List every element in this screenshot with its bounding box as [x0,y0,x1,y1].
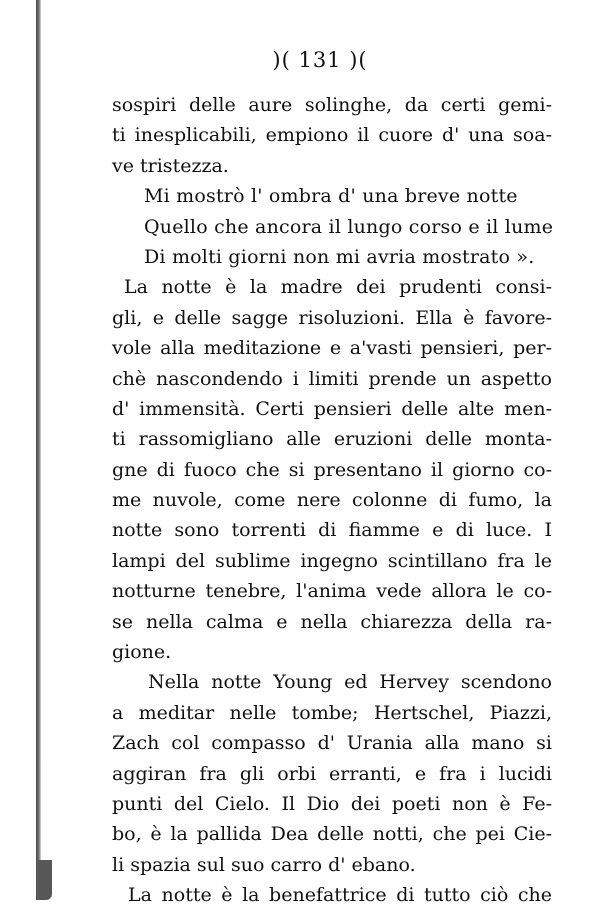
text-line: me nuvole, come nere colonne di fumo, la [112,489,552,512]
verse-line: Mi mostrò l' ombra d' una breve notte [144,185,518,208]
page-binding-edge [36,0,41,900]
text-line: notturne tenebre, l'anima vede allora le co- [112,580,552,603]
text-line: La notte è la benefattrice di tutto ciò che [128,884,552,907]
text-line: a meditar nelle tombe; Hertschel, Piazzi, [112,701,552,724]
text-line: li spazia sul suo carro d' ebano. [112,853,416,876]
text-line: La notte è la madre dei prudenti consi- [124,276,552,299]
text-line: punti del Cielo. Il Dio dei poeti non è Fe- [112,792,552,815]
text-line: Zach col compasso d' Urania alla mano si [112,732,552,755]
text-line: sospiri delle aure solinghe, da certi gemi- [112,94,552,116]
text-line: ve tristezza. [112,154,229,177]
text-line: gne di fuoco che si presentano il giorno co- [112,458,552,481]
text-line: Nella notte Young ed Hervey scendono [148,671,552,694]
verse-line: Di molti giorni non mi avria mostrato ». [144,245,535,268]
text-line: d' immensità. Certi pensieri delle alte men- [112,397,552,420]
text-line: bo, è la pallida Dea delle notti, che pei Cie- [112,823,552,846]
text-line: vole alla meditazione e a'vasti pensieri, per- [112,337,552,360]
text-line: gli, e delle sagge risoluzioni. Ella è favore- [112,306,552,329]
text-line: ti inesplicabili, empiono il cuore d' una soa- [112,124,552,147]
text-line: se nella calma e nella chiarezza della ra- [112,610,552,633]
text-line: gione. [112,641,172,664]
text-line: aggiran fra gli orbi erranti, e fra i lucidi [112,762,552,785]
page-number: )( 131 )( [272,48,368,72]
text-line: lampi del sublime ingegno scintillano fra le [112,549,552,572]
verse-line: Quello che ancora il lungo corso e il lume [144,215,554,238]
text-line: chè nascondendo i limiti prende un aspetto [112,367,552,390]
body-text [112,90,552,911]
text-line: notte sono torrenti di fiamme e di luce. I [112,519,552,542]
text-line: ti rassomigliano alle eruzioni delle monta- [112,428,552,451]
